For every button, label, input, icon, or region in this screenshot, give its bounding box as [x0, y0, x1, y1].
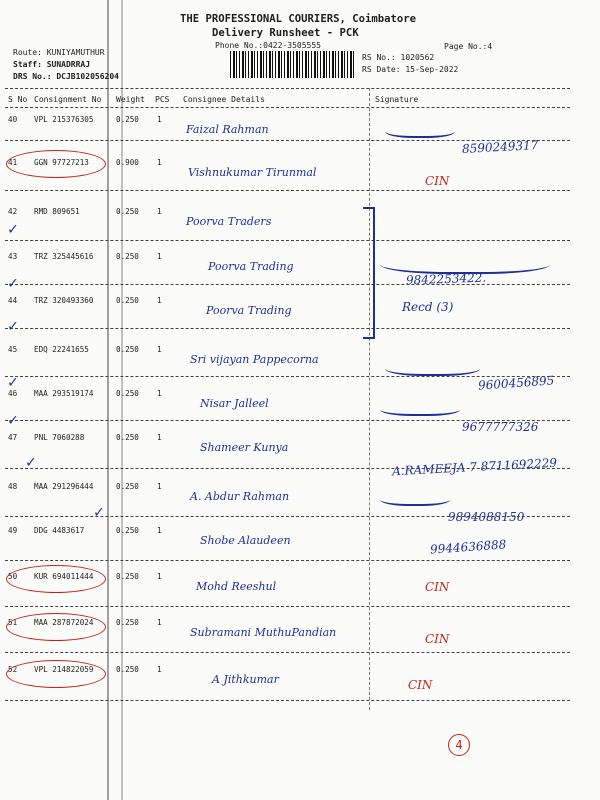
table-header-rule [5, 107, 570, 108]
row-divider [5, 516, 570, 517]
row-consignment-no: EDQ 22241655 [34, 345, 89, 354]
row-consignee: Faizal Rahman [186, 123, 269, 136]
row-consignee: Poorva Traders [186, 215, 272, 228]
page-number: Page No.:4 [444, 42, 493, 51]
row-weight: 0.250 [116, 665, 139, 674]
row-sno: 43 [8, 252, 18, 261]
row-pcs: 1 [157, 115, 162, 124]
signature-scribble [380, 400, 460, 416]
row-sno: 46 [8, 389, 18, 398]
col-consignment: Consignment No [34, 95, 102, 104]
grouping-bracket [363, 207, 375, 339]
row-divider [5, 240, 570, 241]
row-sno: 48 [8, 482, 18, 491]
row-weight: 0.250 [116, 207, 139, 216]
row-signature: CIN [425, 580, 450, 594]
check-mark-icon: ✓ [26, 452, 36, 471]
route: Route: KUNIYAMUTHUR [13, 48, 105, 57]
phone-number: Phone No.:0422-3505555 [215, 41, 321, 50]
row-consignee: Poorva Trading [208, 260, 294, 273]
row-sno: 44 [8, 296, 18, 305]
row-sno: 49 [8, 526, 18, 535]
column-separator [369, 88, 370, 710]
row-weight: 0.900 [116, 158, 139, 167]
row-sno: 52 [8, 665, 18, 674]
row-sno: 40 [8, 115, 18, 124]
row-signature: 8590249317 [461, 138, 539, 156]
rs-number: RS No.: 1020562 [362, 53, 435, 62]
row-pcs: 1 [157, 433, 162, 442]
row-pcs: 1 [157, 389, 162, 398]
table-top-rule [5, 88, 570, 89]
row-consignee: A Jithkumar [212, 673, 279, 686]
runsheet-title: Delivery Runsheet - PCK [212, 27, 359, 39]
row-consignment-no: TRZ 320493360 [34, 296, 94, 305]
scan-fold-line-left [107, 0, 109, 800]
signature-scribble [380, 250, 550, 274]
rs-info [362, 52, 458, 76]
row-consignee: Subramani MuthuPandian [190, 626, 337, 639]
row-pcs: 1 [157, 158, 162, 167]
col-consignee: Consignee Details [183, 95, 265, 104]
check-mark-icon: ✓ [8, 410, 18, 429]
rs-date: RS Date: 15-Sep-2022 [362, 65, 459, 74]
row-sno: 41 [8, 158, 18, 167]
row-signature: 9894088150 [448, 510, 525, 524]
row-weight: 0.250 [116, 572, 139, 581]
row-divider [5, 420, 570, 421]
company-title: THE PROFESSIONAL COURIERS, Coimbatore [180, 13, 416, 25]
row-pcs: 1 [157, 482, 162, 491]
row-sno: 42 [8, 207, 18, 216]
page-circle-mark: 4 [448, 734, 470, 756]
row-pcs: 1 [157, 252, 162, 261]
red-circle-row-41 [6, 150, 106, 178]
row-divider [5, 700, 570, 701]
row-pcs: 1 [157, 572, 162, 581]
row-divider [5, 606, 570, 607]
row-consignment-no: RMD 809651 [34, 207, 80, 216]
row-signature: 9842253422. [405, 270, 487, 288]
row-divider [5, 560, 570, 561]
row-consignee: Poorva Trading [206, 304, 292, 317]
col-sno: S No [8, 95, 28, 104]
check-mark-icon: ✓ [8, 273, 18, 292]
row-weight: 0.250 [116, 115, 139, 124]
row-consignee: Shobe Alaudeen [200, 534, 291, 547]
row-weight: 0.250 [116, 389, 139, 398]
row-pcs: 1 [157, 345, 162, 354]
row-signature: Recd (3) [402, 300, 454, 314]
row-divider [5, 376, 570, 377]
row-consignment-no: TRZ 325445616 [34, 252, 94, 261]
row-weight: 0.250 [116, 433, 139, 442]
check-mark-icon: ✓ [8, 372, 18, 391]
row-divider [5, 190, 570, 191]
row-signature: CIN [425, 174, 450, 188]
row-consignee: Sri vijayan Pappecorna [190, 353, 319, 366]
row-pcs: 1 [157, 296, 162, 305]
check-mark-icon: ✓ [8, 316, 18, 335]
row-consignment-no: MAA 293519174 [34, 389, 94, 398]
check-mark-icon: ✓ [94, 502, 104, 521]
barcode [230, 51, 355, 78]
row-divider [5, 140, 570, 141]
red-circle-row-50 [6, 565, 106, 593]
row-weight: 0.250 [116, 618, 139, 627]
row-divider [5, 328, 570, 329]
row-consignee: Shameer Kunya [200, 441, 289, 454]
row-sno: 45 [8, 345, 18, 354]
row-consignment-no: VPL 215376305 [34, 115, 94, 124]
row-divider [5, 284, 570, 285]
row-divider [5, 652, 570, 653]
red-circle-row-52 [6, 660, 106, 688]
row-signature: 9600456895 [477, 373, 555, 393]
row-consignment-no: DDG 4483617 [34, 526, 85, 535]
row-signature: CIN [425, 632, 450, 646]
row-signature: CIN [408, 678, 433, 692]
red-circle-row-51 [6, 613, 106, 641]
row-consignment-no: GGN 97727213 [34, 158, 89, 167]
col-weight: Weight [116, 95, 145, 104]
signature-scribble [385, 358, 480, 376]
row-signature: A.RAMEEJA 7 8711692229 [391, 455, 558, 479]
row-weight: 0.250 [116, 252, 139, 261]
route-info [13, 47, 119, 83]
row-consignment-no: MAA 287872024 [34, 618, 94, 627]
col-signature: Signature [375, 95, 419, 104]
row-signature: 9677777326 [462, 420, 539, 434]
row-consignment-no: KUR 694011444 [34, 572, 94, 581]
check-mark-icon: ✓ [8, 219, 18, 238]
row-consignee: A. Abdur Rahman [190, 490, 290, 503]
row-pcs: 1 [157, 618, 162, 627]
row-consignee: Mohd Reeshul [196, 580, 277, 593]
row-consignment-no: MAA 291296444 [34, 482, 94, 491]
row-consignment-no: PNL 7060288 [34, 433, 85, 442]
row-sno: 51 [8, 618, 18, 627]
row-sno: 47 [8, 433, 18, 442]
row-signature: 9944636888 [429, 537, 507, 557]
col-pcs: PCS [155, 95, 170, 104]
row-consignee: Nisar Jalleel [200, 397, 269, 410]
row-sno: 50 [8, 572, 18, 581]
staff: Staff: SUNADRRAJ [13, 60, 91, 69]
row-consignee: Vishnukumar Tirunmal [188, 166, 317, 179]
row-weight: 0.250 [116, 526, 139, 535]
row-divider [5, 468, 570, 469]
row-weight: 0.250 [116, 296, 139, 305]
signature-scribble [380, 490, 450, 506]
row-pcs: 1 [157, 207, 162, 216]
row-pcs: 1 [157, 526, 162, 535]
row-weight: 0.250 [116, 482, 139, 491]
drs-number: DRS No.: DCJB102056204 [13, 72, 119, 81]
row-pcs: 1 [157, 665, 162, 674]
row-weight: 0.250 [116, 345, 139, 354]
row-consignment-no: VPL 214822059 [34, 665, 94, 674]
signature-scribble [385, 122, 455, 138]
